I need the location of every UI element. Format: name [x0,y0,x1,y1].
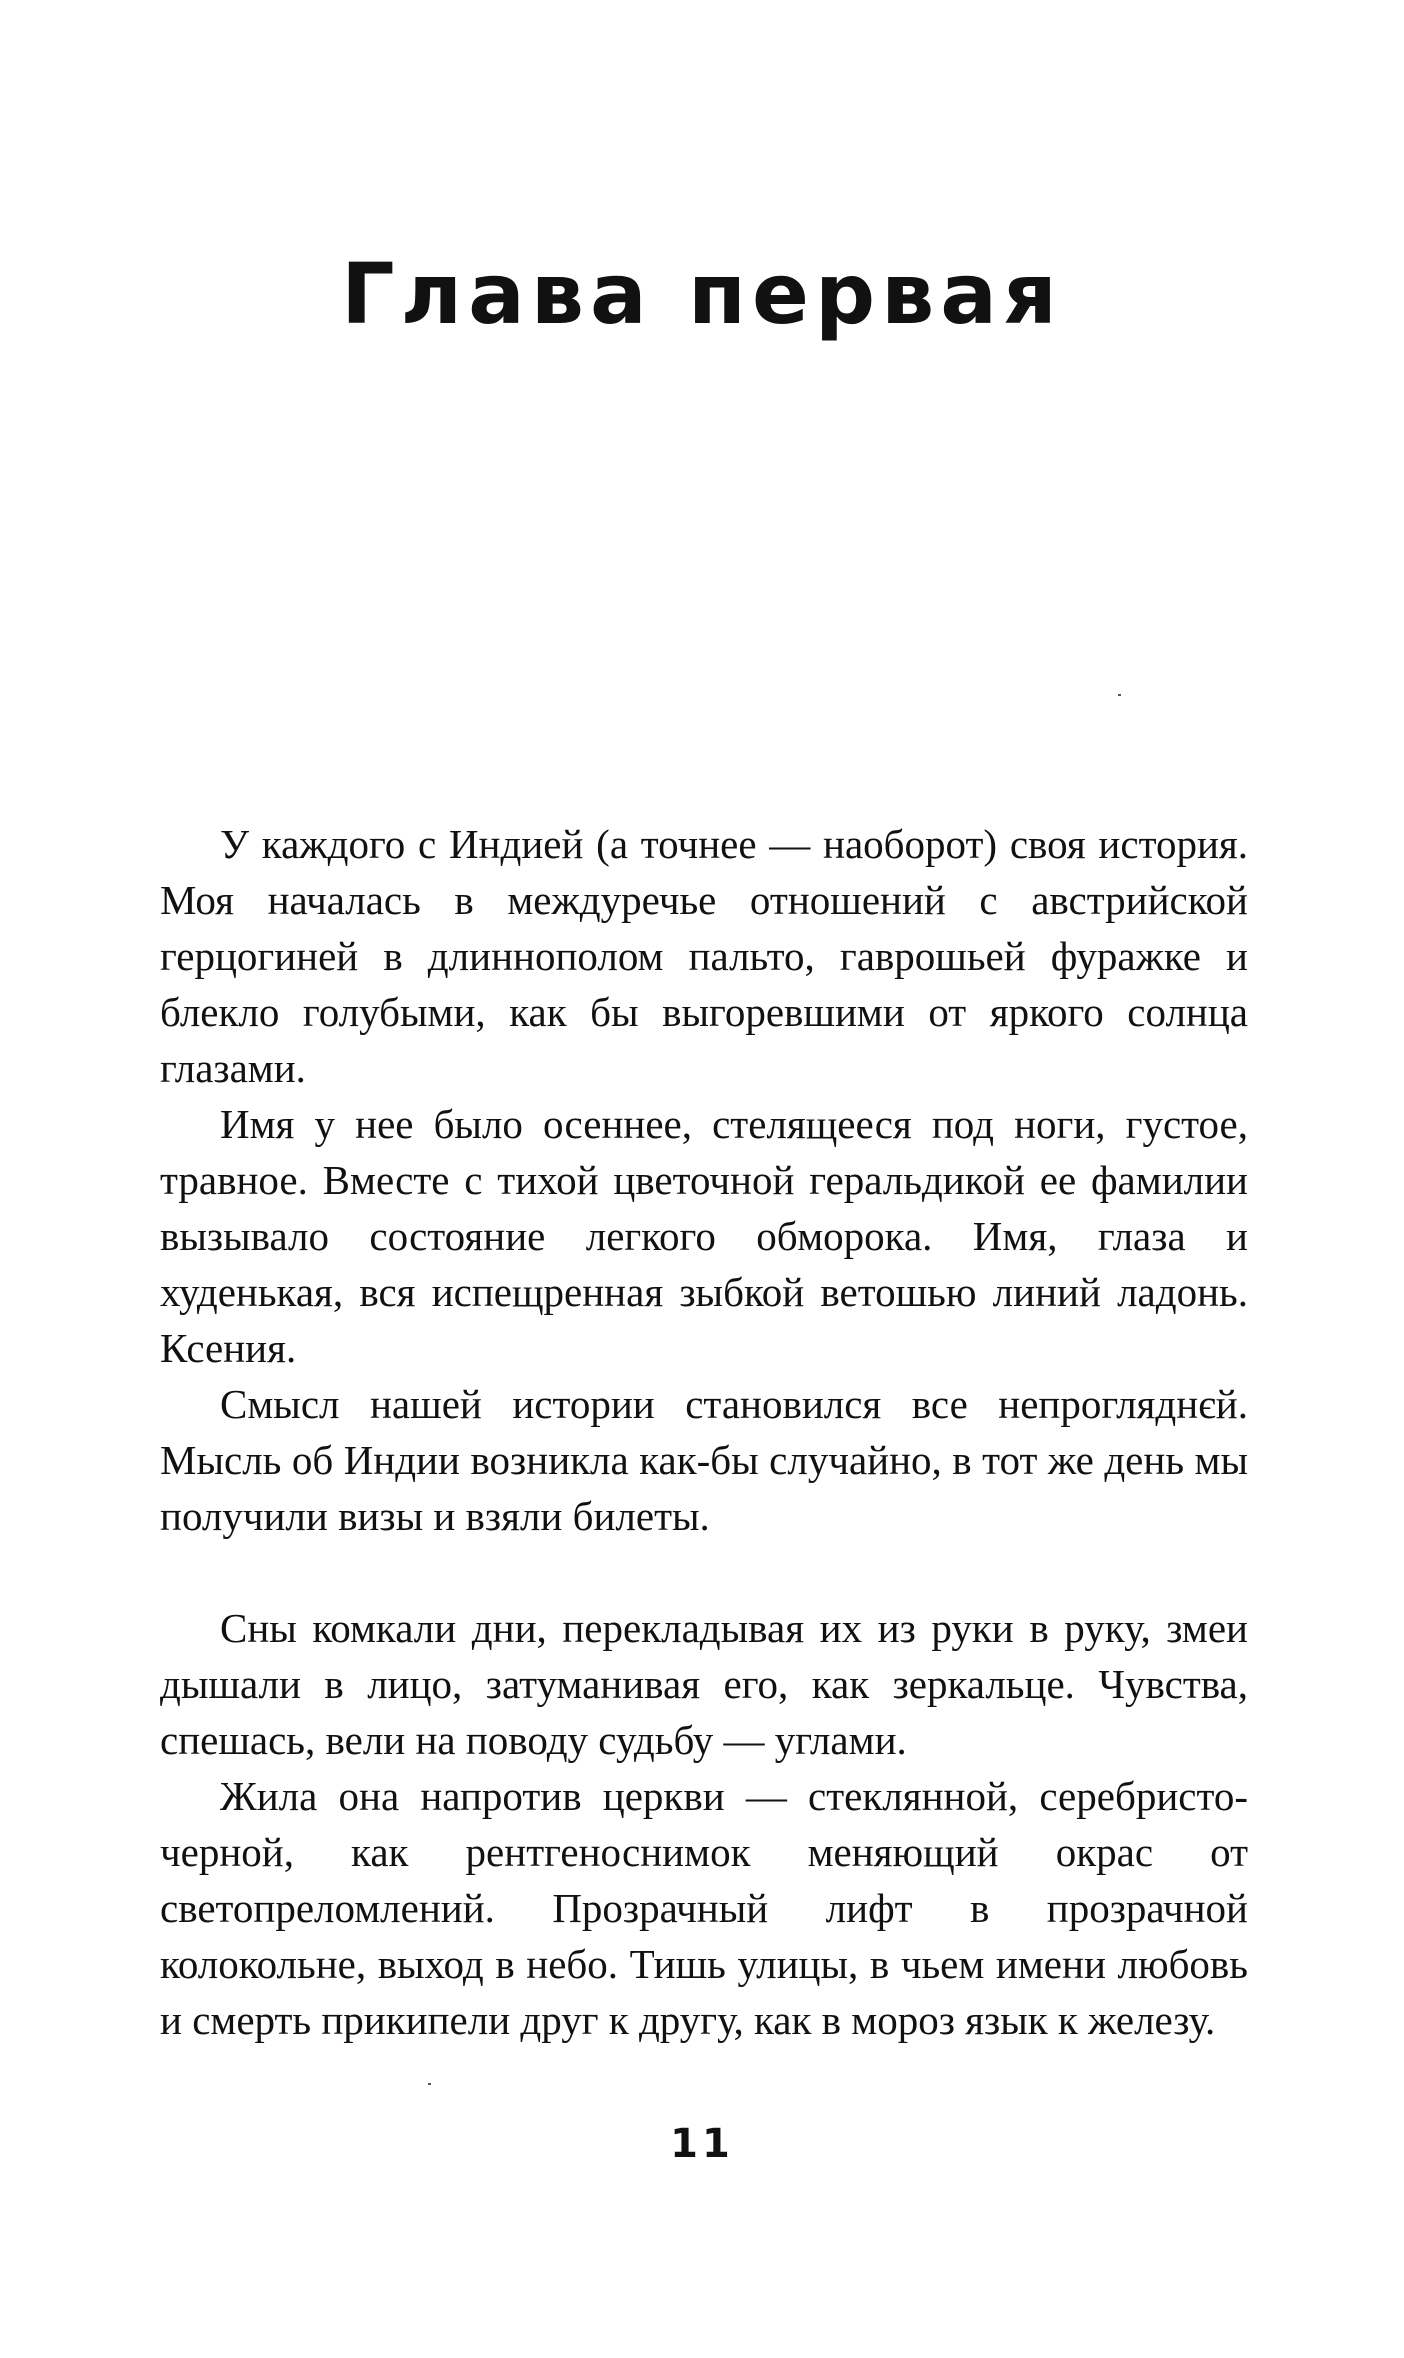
scan-speck [1118,694,1121,696]
paragraph: У каждого с Индией (а точнее — наоборот) своя история. Моя началась в междуречье отношений с австрийской герцогиней в длиннополом пальто, гаврошьей фуражке и блекло голубыми, как бы выгоревшими от яркого солнца глазами. [160,821,1248,1091]
chapter-title: Глава первая [341,245,1063,343]
chapter-body [160,816,1248,2048]
paragraph: Имя у нее было осеннее, стелящееся под ноги, густое, травное. Вместе с тихой цветочной геральдикой ее фамилии вызывало состояние легкого обморока. Имя, глаза и худенькая, вся испещренная зыбкой ветошью линий ладонь. Ксения. [160,1101,1248,1371]
paragraph: Жила она напротив церкви — стеклянной, серебристо-черной, как рентгеноснимок меняющий окрас от светопреломлений. Прозрачный лифт в прозрачной колокольне, выход в небо. Тишь улицы, в чьем имени любовь и смерть прикипели друг к другу, как в мороз язык к железу. [160,1773,1248,2043]
scan-speck [428,2083,431,2085]
paragraph: Сны комкали дни, перекладывая их из руки в руку, змеи дышали в лицо, затуманивая его, как зеркальце. Чувства, спешась, вели на поводу судьбу — углами. [160,1605,1248,1763]
section-break [160,1544,1248,1600]
page-number: 11 [670,2121,734,2167]
paragraph: Смысл нашей истории становился все непрогляднєй. Мысль об Индии возникла как-бы случайно, в тот же день мы получили визы и взяли билеты. [160,1381,1248,1539]
